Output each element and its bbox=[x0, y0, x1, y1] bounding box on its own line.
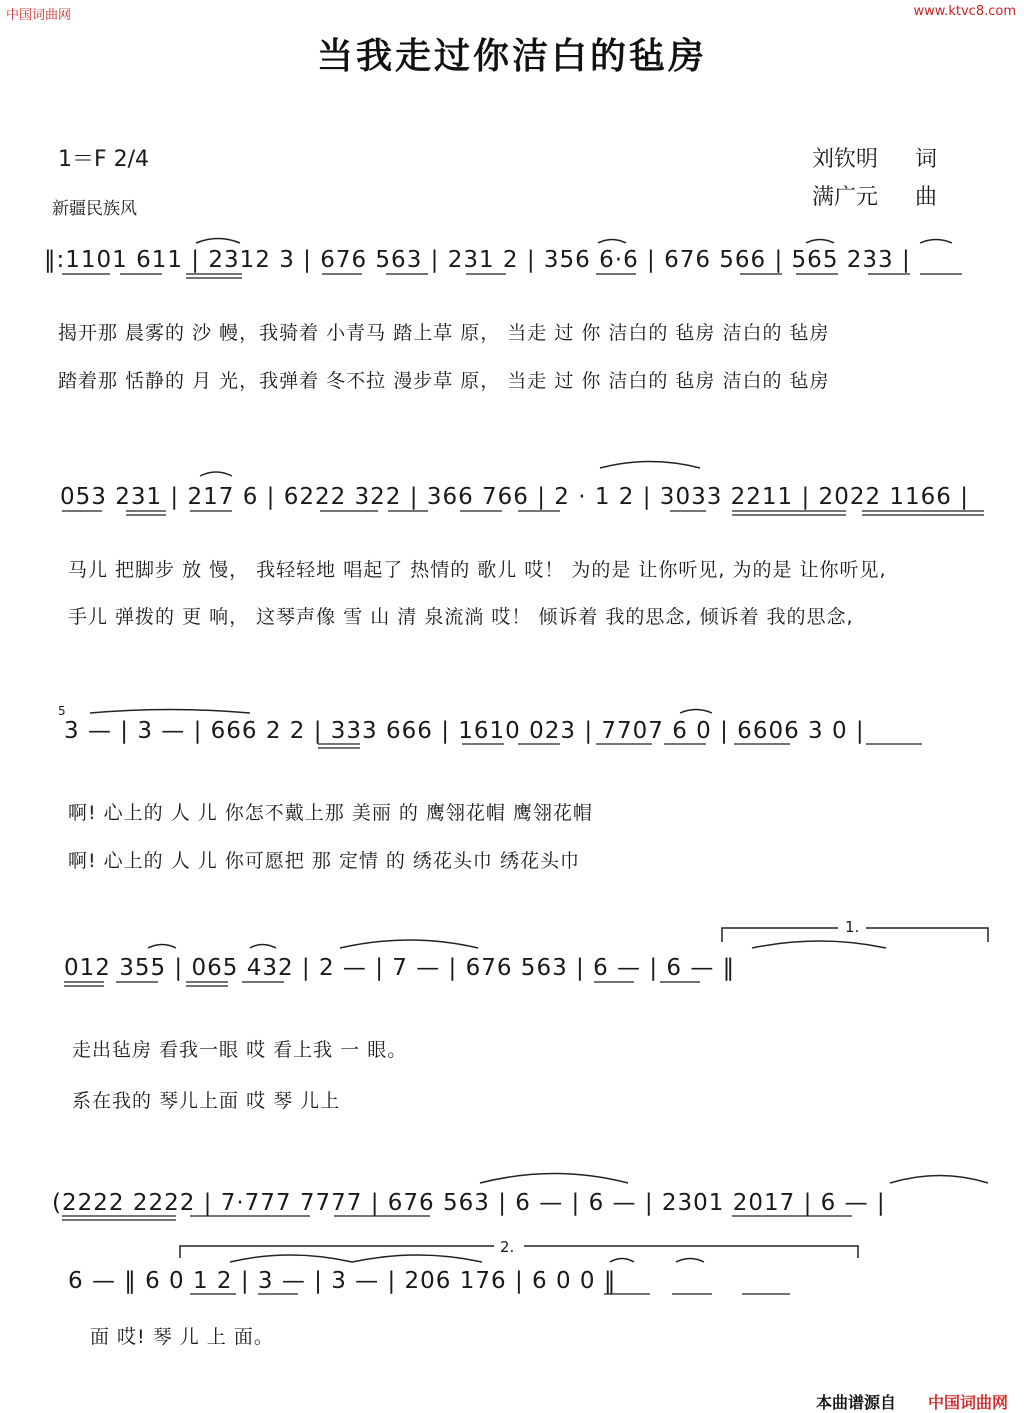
slur-mark bbox=[752, 941, 886, 948]
slur-mark bbox=[200, 472, 232, 476]
volta-second-label: 2. bbox=[500, 1238, 515, 1256]
score-line-5: (2222 2222 | 7·777 7777 | 676 563 | 6 — | 6 — | 2301 2017 | 6 — | bbox=[52, 1190, 886, 1216]
score-line-3: 3 — | 3 — | 666 2 2 | 333 666 | 1610 023 | 7707 6 0 | 6606 3 0 | bbox=[64, 718, 865, 744]
watermark-left: 中国词曲网 bbox=[6, 8, 72, 23]
slur-mark bbox=[352, 1255, 482, 1262]
lyric-line-1-verse-2: 踏着那 恬静的 月 光，我弹着 冬不拉 漫步草 原， 当走 过 你 洁白的 毡房 洁白的 毡房 bbox=[58, 370, 830, 392]
slur-mark bbox=[920, 240, 952, 244]
lyricist-name: 刘钦明 bbox=[812, 147, 879, 172]
score-line-6: 6 — ‖ 6 0 1 2 | 3 — | 3 — | 206 176 | 6 0 0 ‖ bbox=[68, 1268, 617, 1294]
lyric-line-1-verse-1: 揭开那 晨雾的 沙 幔，我骑着 小青马 踏上草 原， 当走 过 你 洁白的 毡房 洁白的 毡房 bbox=[58, 322, 830, 344]
slur-mark bbox=[676, 1259, 704, 1263]
lyric-line-6: 面 哎! 琴 儿 上 面。 bbox=[90, 1326, 274, 1348]
style-label: 新疆民族风 bbox=[52, 199, 137, 219]
score-line-4: 012 355 | 065 432 | 2 — | 7 — | 676 563 | 6 — | 6 — ‖ bbox=[64, 955, 736, 981]
key-time-signature: 1＝F 2/4 bbox=[58, 147, 150, 172]
slur-mark bbox=[230, 1255, 352, 1262]
slur-mark bbox=[340, 940, 478, 948]
volta-first-label: 1. bbox=[845, 918, 860, 936]
slur-mark bbox=[196, 239, 240, 244]
slur-mark bbox=[806, 240, 834, 244]
slur-mark bbox=[148, 945, 176, 949]
lyric-line-3-verse-2: 啊! 心上的 人 儿 你可愿把 那 定情 的 绣花头巾 绣花头巾 bbox=[68, 850, 580, 872]
lyricist-role: 词 bbox=[915, 147, 938, 172]
slur-mark bbox=[890, 1176, 988, 1184]
lyric-line-4-verse-2: 系在我的 琴儿上面 哎 琴 儿上 bbox=[72, 1090, 341, 1112]
watermark-right[interactable]: www.ktvc8.com bbox=[913, 4, 1016, 19]
fermata-number: 5 bbox=[58, 704, 66, 718]
composer-name: 满广元 bbox=[812, 185, 879, 210]
score-line-1: ‖:1101 611 | 2312 3 | 676 563 | 231 2 | 356 6·6 | 676 566 | 565 233 | bbox=[44, 247, 911, 273]
lyric-line-2-verse-2: 手儿 弹拨的 更 响， 这琴声像 雪 山 清 泉流淌 哎！ 倾诉着 我的思念, 倾诉着 我的思念, bbox=[68, 606, 854, 628]
volta-second-bracket bbox=[180, 1246, 858, 1258]
composer-role: 曲 bbox=[915, 185, 938, 210]
song-title: 当我走过你洁白的毡房 bbox=[316, 36, 707, 77]
lyric-line-3-verse-1: 啊! 心上的 人 儿 你怎不戴上那 美丽 的 鹰翎花帽 鹰翎花帽 bbox=[68, 802, 593, 824]
slur-mark bbox=[680, 710, 712, 714]
slur-mark bbox=[598, 240, 626, 244]
slur-mark bbox=[610, 1259, 634, 1263]
footer-source-label: 本曲谱源自 bbox=[816, 1393, 897, 1412]
score-line-2: 053 231 | 217 6 | 6222 322 | 366 766 | 2 · 1 2 | 3033 2211 | 2022 1166 | bbox=[60, 484, 969, 510]
slur-mark bbox=[480, 1174, 628, 1184]
footer-source-site[interactable]: 中国词曲网 bbox=[928, 1393, 1009, 1412]
slur-mark bbox=[600, 462, 700, 469]
lyric-line-4-verse-1: 走出毡房 看我一眼 哎 看上我 一 眼。 bbox=[72, 1039, 408, 1061]
slur-mark bbox=[250, 945, 276, 949]
lyric-line-2-verse-1: 马儿 把脚步 放 慢， 我轻轻地 唱起了 热情的 歌儿 哎！ 为的是 让你听见, 为的是 让你听见, bbox=[68, 559, 887, 581]
slur-mark bbox=[90, 710, 250, 714]
